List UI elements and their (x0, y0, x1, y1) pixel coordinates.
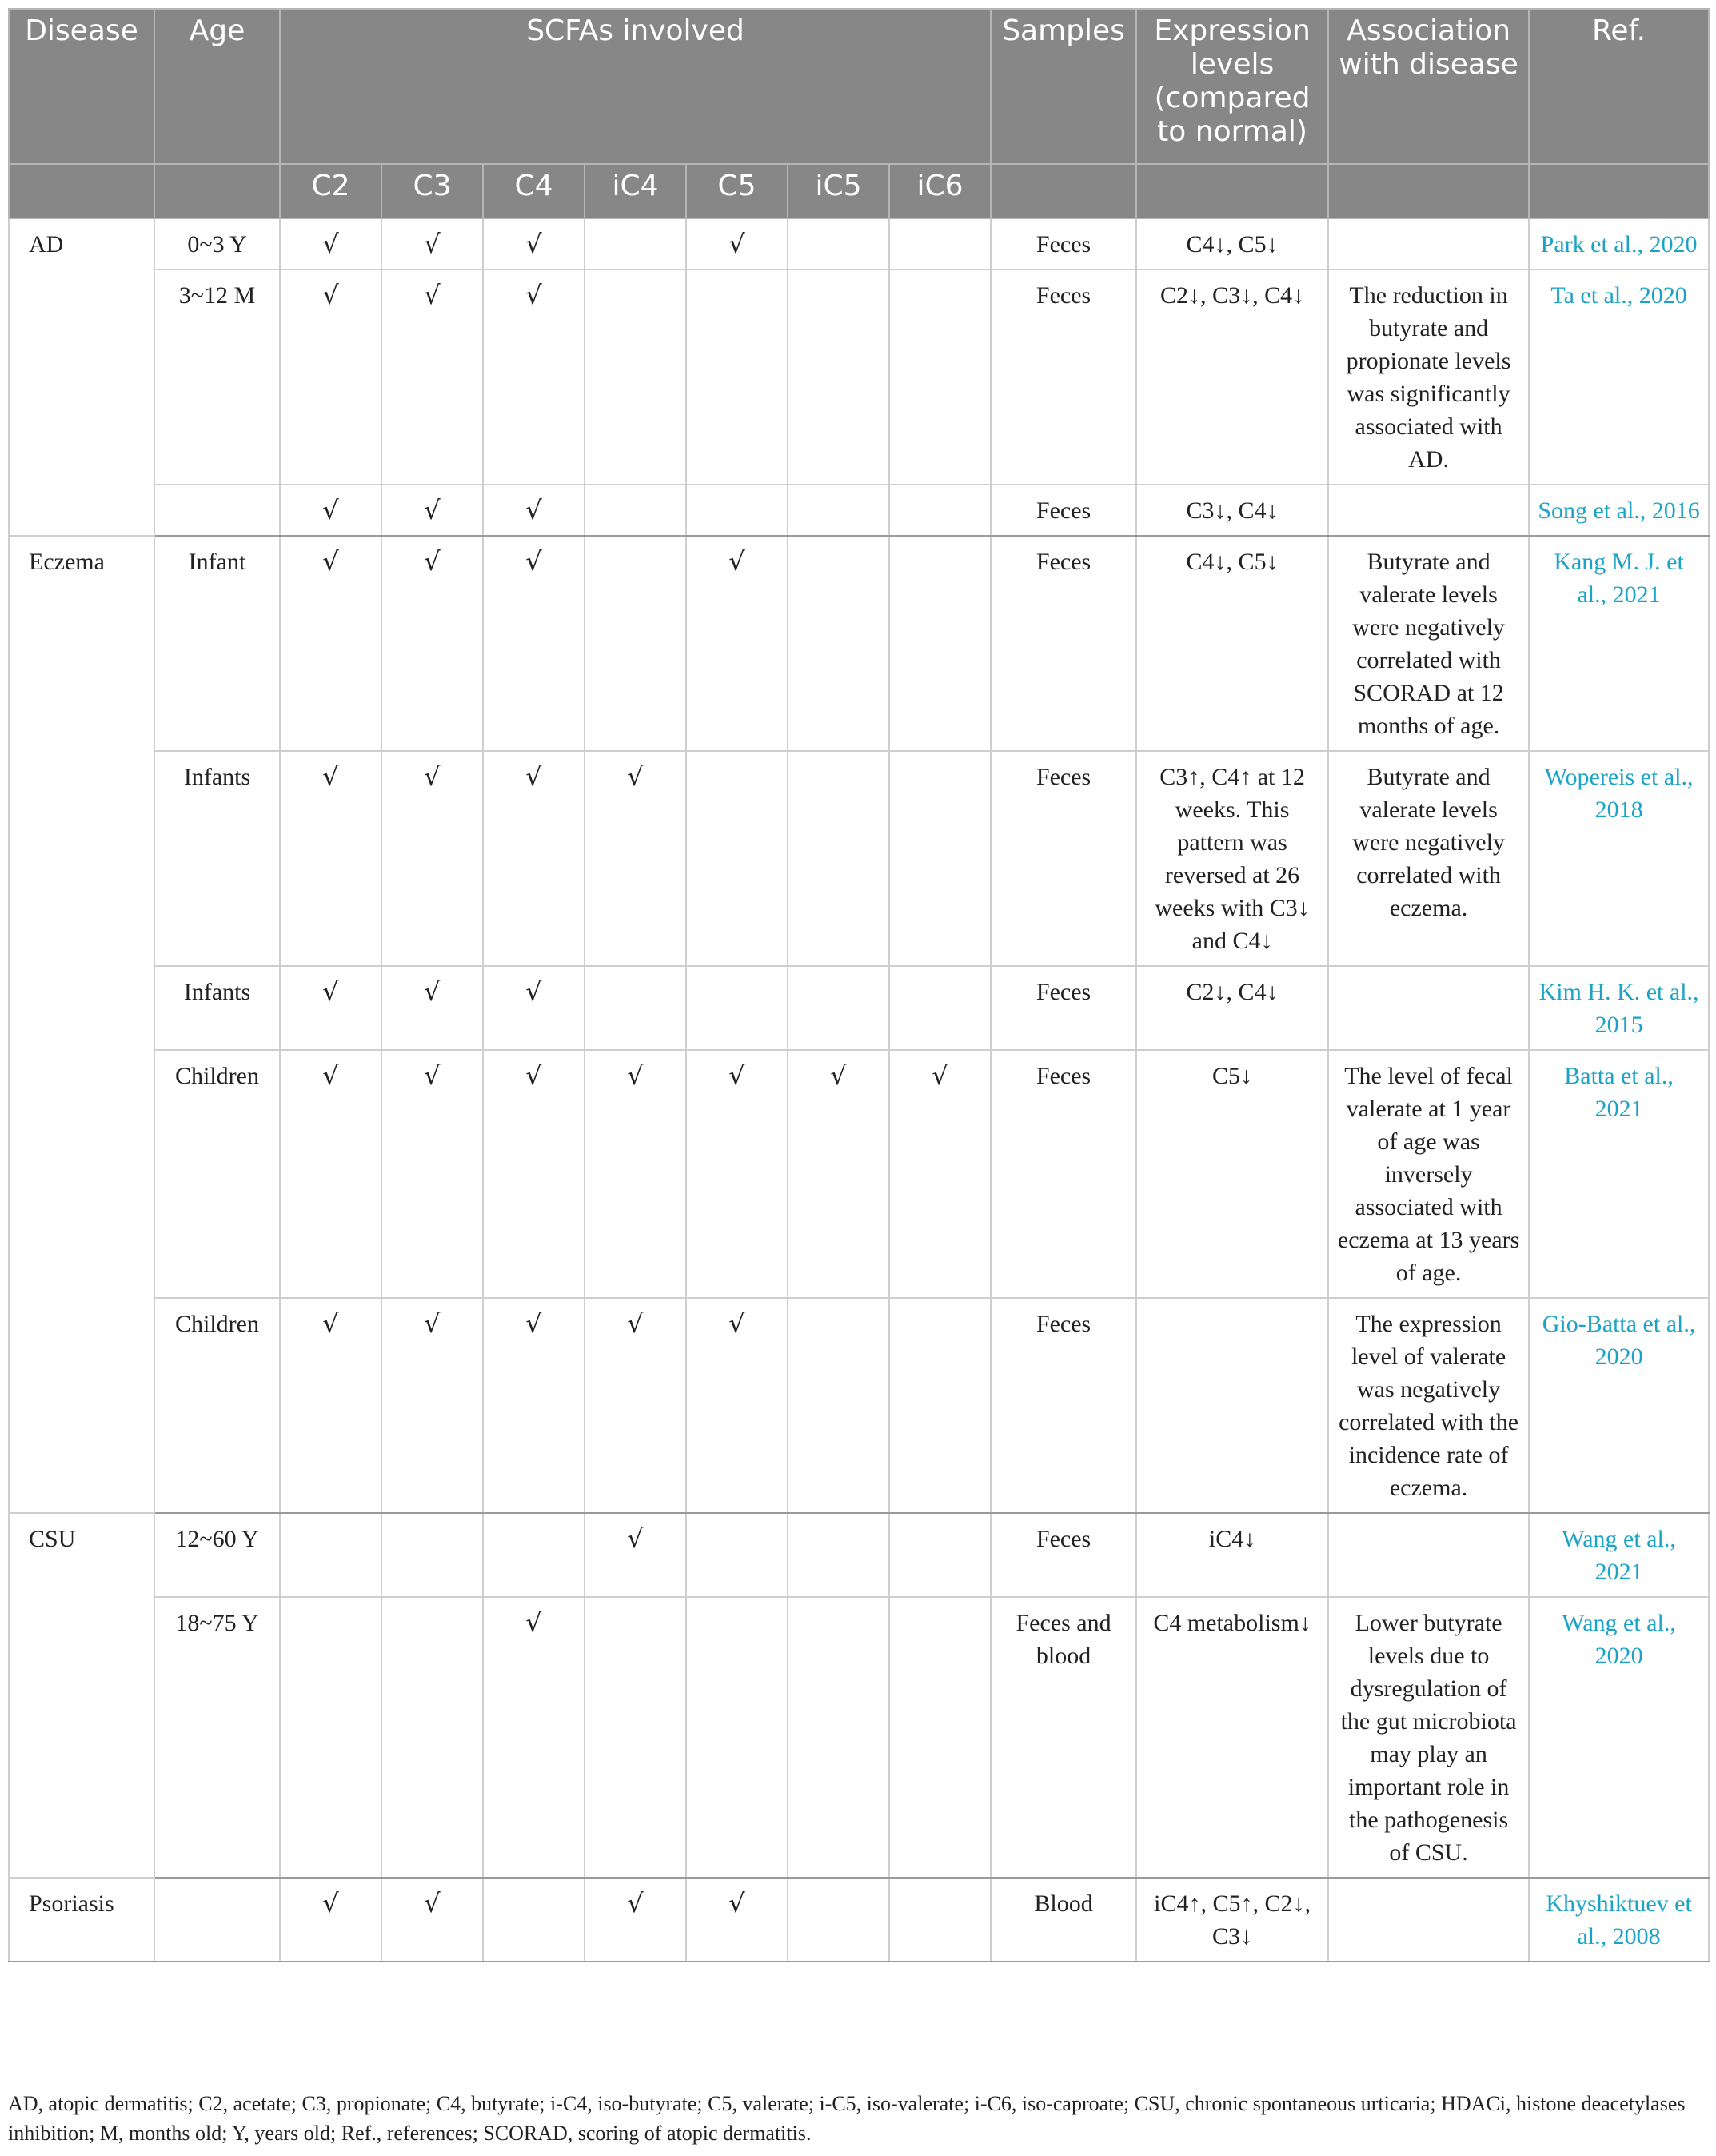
scfa-check-cell (280, 1513, 381, 1597)
scfa-check-cell (889, 485, 991, 536)
scfa-check-cell (483, 1513, 585, 1597)
scfa-check-cell (686, 1513, 788, 1597)
check-mark-icon: √ (627, 1523, 644, 1554)
scfa-check-cell (585, 485, 686, 536)
subheader-acid: C3 (381, 164, 483, 218)
check-mark-icon: √ (728, 1308, 745, 1339)
samples-cell: Feces (991, 218, 1136, 270)
reference-link[interactable]: Song et al., 2016 (1529, 485, 1709, 536)
table-row (9, 218, 1709, 270)
check-mark-icon: √ (728, 1888, 745, 1918)
scfa-check-cell (381, 1513, 483, 1597)
scfa-check-cell (889, 1050, 991, 1298)
scfa-check-cell (686, 218, 788, 270)
disease-cell: Psoriasis (9, 1878, 154, 1962)
check-mark-icon: √ (424, 229, 441, 259)
association-cell (1328, 966, 1529, 1050)
scfa-check-cell (889, 1298, 991, 1513)
check-mark-icon: √ (424, 1308, 441, 1339)
check-mark-icon: √ (728, 229, 745, 259)
samples-cell: Feces (991, 1298, 1136, 1513)
samples-cell: Feces (991, 751, 1136, 966)
scfa-check-cell (280, 1597, 381, 1878)
scfa-check-cell (585, 1513, 686, 1597)
age-cell: Children (154, 1298, 280, 1513)
disease-cell: Eczema (9, 536, 154, 1513)
table-body (9, 218, 1709, 1962)
reference-link[interactable]: Khyshiktuev et al., 2008 (1529, 1878, 1709, 1962)
scfa-check-cell (483, 1597, 585, 1878)
association-cell (1328, 1878, 1529, 1962)
subheader-acid: iC6 (889, 164, 991, 218)
check-mark-icon: √ (322, 1060, 339, 1091)
expression-cell: iC4↓ (1136, 1513, 1328, 1597)
check-mark-icon: √ (424, 976, 441, 1007)
scfa-check-cell (585, 270, 686, 485)
check-mark-icon: √ (932, 1060, 948, 1091)
scfa-check-cell (788, 485, 889, 536)
scfa-check-cell (280, 218, 381, 270)
scfa-check-cell (483, 218, 585, 270)
check-mark-icon: √ (424, 1888, 441, 1918)
subheader-acid: iC5 (788, 164, 889, 218)
expression-cell: C3↓, C4↓ (1136, 485, 1328, 536)
scfa-check-cell (483, 751, 585, 966)
header-age: Age (154, 9, 280, 164)
reference-link[interactable]: Kim H. K. et al., 2015 (1529, 966, 1709, 1050)
scfa-check-cell (280, 485, 381, 536)
scfa-check-cell (686, 270, 788, 485)
association-cell (1328, 218, 1529, 270)
scfa-check-cell (686, 1878, 788, 1962)
scfa-check-cell (280, 270, 381, 485)
check-mark-icon: √ (627, 761, 644, 792)
scfa-check-cell (788, 536, 889, 751)
scfa-check-cell (788, 751, 889, 966)
scfa-check-cell (788, 1298, 889, 1513)
scfa-check-cell (889, 1878, 991, 1962)
table-row (9, 966, 1709, 1050)
scfa-check-cell (280, 751, 381, 966)
expression-cell: C3↑, C4↑ at 12 weeks. This pattern was reversed at 26 weeks with C3↓ and C4↓ (1136, 751, 1328, 966)
scfa-check-cell (788, 1878, 889, 1962)
scfa-check-cell (686, 1597, 788, 1878)
scfa-check-cell (381, 485, 483, 536)
age-cell: 3~12 M (154, 270, 280, 485)
check-mark-icon: √ (728, 546, 745, 577)
scfa-check-cell (788, 1597, 889, 1878)
check-mark-icon: √ (830, 1060, 847, 1091)
scfa-check-cell (381, 1298, 483, 1513)
age-cell: Infant (154, 536, 280, 751)
scfa-check-cell (280, 966, 381, 1050)
check-mark-icon: √ (525, 495, 542, 525)
check-mark-icon: √ (525, 761, 542, 792)
expression-cell (1136, 1298, 1328, 1513)
check-mark-icon: √ (322, 1308, 339, 1339)
expression-cell: C4↓, C5↓ (1136, 536, 1328, 751)
reference-link[interactable]: Gio-Batta et al., 2020 (1529, 1298, 1709, 1513)
check-mark-icon: √ (525, 976, 542, 1007)
scfa-check-cell (483, 270, 585, 485)
scfa-check-cell (788, 1513, 889, 1597)
samples-cell: Feces and blood (991, 1597, 1136, 1878)
scfa-check-cell (889, 966, 991, 1050)
scfa-check-cell (585, 536, 686, 751)
table-row (9, 536, 1709, 751)
association-cell: The reduction in butyrate and propionate levels was significantly associated with AD. (1328, 270, 1529, 485)
scfa-check-cell (483, 1878, 585, 1962)
scfa-check-cell (381, 218, 483, 270)
check-mark-icon: √ (424, 495, 441, 525)
scfa-check-cell (381, 1050, 483, 1298)
reference-link[interactable]: Kang M. J. et al., 2021 (1529, 536, 1709, 751)
reference-link[interactable]: Wopereis et al., 2018 (1529, 751, 1709, 966)
check-mark-icon: √ (525, 229, 542, 259)
subheader-empty (9, 164, 154, 218)
scfa-check-cell (585, 218, 686, 270)
scfa-check-cell (381, 536, 483, 751)
samples-cell: Feces (991, 1513, 1136, 1597)
check-mark-icon: √ (525, 1607, 542, 1638)
scfa-check-cell (381, 1597, 483, 1878)
scfa-check-cell (483, 485, 585, 536)
scfa-check-cell (788, 270, 889, 485)
disease-cell: CSU (9, 1513, 154, 1878)
age-cell: 0~3 Y (154, 218, 280, 270)
scfa-check-cell (381, 1878, 483, 1962)
check-mark-icon: √ (728, 1060, 745, 1091)
subheader-empty (991, 164, 1136, 218)
age-cell: 18~75 Y (154, 1597, 280, 1878)
scfa-check-cell (889, 218, 991, 270)
subheader-acid: C2 (280, 164, 381, 218)
age-cell (154, 485, 280, 536)
scfa-check-cell (585, 1878, 686, 1962)
scfa-check-cell (585, 966, 686, 1050)
subheader-acid: C5 (686, 164, 788, 218)
header-disease: Disease (9, 9, 154, 164)
scfa-check-cell (483, 536, 585, 751)
reference-link[interactable]: Wang et al., 2021 (1529, 1513, 1709, 1597)
table-row (9, 1298, 1709, 1513)
scfa-check-cell (280, 1050, 381, 1298)
scfa-check-cell (788, 966, 889, 1050)
check-mark-icon: √ (525, 1060, 542, 1091)
scfa-check-cell (483, 1298, 585, 1513)
scfa-check-cell (788, 1050, 889, 1298)
association-cell: Butyrate and valerate levels were negatively correlated with SCORAD at 12 months of age. (1328, 536, 1529, 751)
scfa-check-cell (889, 536, 991, 751)
scfa-check-cell (483, 1050, 585, 1298)
table-row (9, 270, 1709, 485)
header-association: Association with disease (1328, 9, 1529, 164)
scfa-check-cell (381, 270, 483, 485)
scfa-check-cell (889, 1597, 991, 1878)
subheader-empty (154, 164, 280, 218)
check-mark-icon: √ (525, 546, 542, 577)
header-ref: Ref. (1529, 9, 1709, 164)
expression-cell: iC4↑, C5↑, C2↓, C3↓ (1136, 1878, 1328, 1962)
check-mark-icon: √ (525, 280, 542, 310)
scfa-check-cell (889, 1513, 991, 1597)
scfa-check-cell (280, 1878, 381, 1962)
check-mark-icon: √ (525, 1308, 542, 1339)
table-container (8, 8, 1708, 1962)
check-mark-icon: √ (322, 761, 339, 792)
scfa-check-cell (889, 270, 991, 485)
subheader-acid: C4 (483, 164, 585, 218)
disease-cell: AD (9, 218, 154, 536)
age-cell: Infants (154, 966, 280, 1050)
scfa-check-cell (686, 751, 788, 966)
check-mark-icon: √ (424, 761, 441, 792)
check-mark-icon: √ (627, 1888, 644, 1918)
scfa-check-cell (686, 966, 788, 1050)
check-mark-icon: √ (322, 1888, 339, 1918)
expression-cell: C2↓, C4↓ (1136, 966, 1328, 1050)
check-mark-icon: √ (424, 280, 441, 310)
table-row (9, 1050, 1709, 1298)
reference-link[interactable]: Wang et al., 2020 (1529, 1597, 1709, 1878)
table-row (9, 1597, 1709, 1878)
scfa-check-cell (280, 1298, 381, 1513)
samples-cell: Feces (991, 485, 1136, 536)
table-row (9, 1513, 1709, 1597)
association-cell: The level of fecal valerate at 1 year of age was inversely associated with eczema at 13 years of age. (1328, 1050, 1529, 1298)
check-mark-icon: √ (322, 495, 339, 525)
header-scfas: SCFAs involved (280, 9, 991, 164)
scfa-check-cell (381, 751, 483, 966)
subheader-empty (1136, 164, 1328, 218)
association-cell (1328, 1513, 1529, 1597)
subheader-empty (1328, 164, 1529, 218)
expression-cell: C4 metabolism↓ (1136, 1597, 1328, 1878)
age-cell: Infants (154, 751, 280, 966)
age-cell: Children (154, 1050, 280, 1298)
check-mark-icon: √ (627, 1308, 644, 1339)
scfa-check-cell (280, 536, 381, 751)
check-mark-icon: √ (322, 546, 339, 577)
samples-cell: Feces (991, 966, 1136, 1050)
scfa-check-cell (686, 536, 788, 751)
header-samples: Samples (991, 9, 1136, 164)
samples-cell: Blood (991, 1878, 1136, 1962)
age-cell: 12~60 Y (154, 1513, 280, 1597)
samples-cell: Feces (991, 536, 1136, 751)
check-mark-icon: √ (424, 1060, 441, 1091)
reference-link[interactable]: Ta et al., 2020 (1529, 270, 1709, 485)
subheader-empty (1529, 164, 1709, 218)
scfa-check-cell (381, 966, 483, 1050)
samples-cell: Feces (991, 1050, 1136, 1298)
scfa-check-cell (686, 1050, 788, 1298)
header-expression: Expression levels (compared to normal) (1136, 9, 1328, 164)
age-cell (154, 1878, 280, 1962)
samples-cell: Feces (991, 270, 1136, 485)
subheader-acid: iC4 (585, 164, 686, 218)
reference-link[interactable]: Park et al., 2020 (1529, 218, 1709, 270)
scfa-check-cell (788, 218, 889, 270)
scfa-check-cell (585, 1298, 686, 1513)
check-mark-icon: √ (322, 976, 339, 1007)
association-cell: The expression level of valerate was negatively correlated with the incidence rate of eczema. (1328, 1298, 1529, 1513)
expression-cell: C4↓, C5↓ (1136, 218, 1328, 270)
scfa-check-cell (585, 1050, 686, 1298)
scfa-check-cell (889, 751, 991, 966)
check-mark-icon: √ (627, 1060, 644, 1091)
table-row (9, 751, 1709, 966)
scfa-check-cell (585, 1597, 686, 1878)
scfa-check-cell (585, 751, 686, 966)
check-mark-icon: √ (424, 546, 441, 577)
association-cell (1328, 485, 1529, 536)
scfa-check-cell (686, 485, 788, 536)
scfa-check-cell (483, 966, 585, 1050)
scfa-disease-table (8, 8, 1710, 1962)
expression-cell: C5↓ (1136, 1050, 1328, 1298)
reference-link[interactable]: Batta et al., 2021 (1529, 1050, 1709, 1298)
expression-cell: C2↓, C3↓, C4↓ (1136, 270, 1328, 485)
check-mark-icon: √ (322, 280, 339, 310)
table-footnote: AD, atopic dermatitis; C2, acetate; C3, propionate; C4, butyrate; i-C4, iso-butyrate; C5, valerate; i-C5, iso-valerate; i-C6, iso-caproate; CSU, chronic spontaneous urticaria; HDACi, histone deacetylases inhibition; M, months old; Y, years old; Ref., references; SCORAD, scoring of atopic dermatitis. (8, 2092, 1686, 2145)
table-row (9, 1878, 1709, 1962)
association-cell: Lower butyrate levels due to dysregulation of the gut microbiota may play an important role in the pathogenesis of CSU. (1328, 1597, 1529, 1878)
association-cell: Butyrate and valerate levels were negatively correlated with eczema. (1328, 751, 1529, 966)
check-mark-icon: √ (322, 229, 339, 259)
table-row (9, 485, 1709, 536)
scfa-check-cell (686, 1298, 788, 1513)
